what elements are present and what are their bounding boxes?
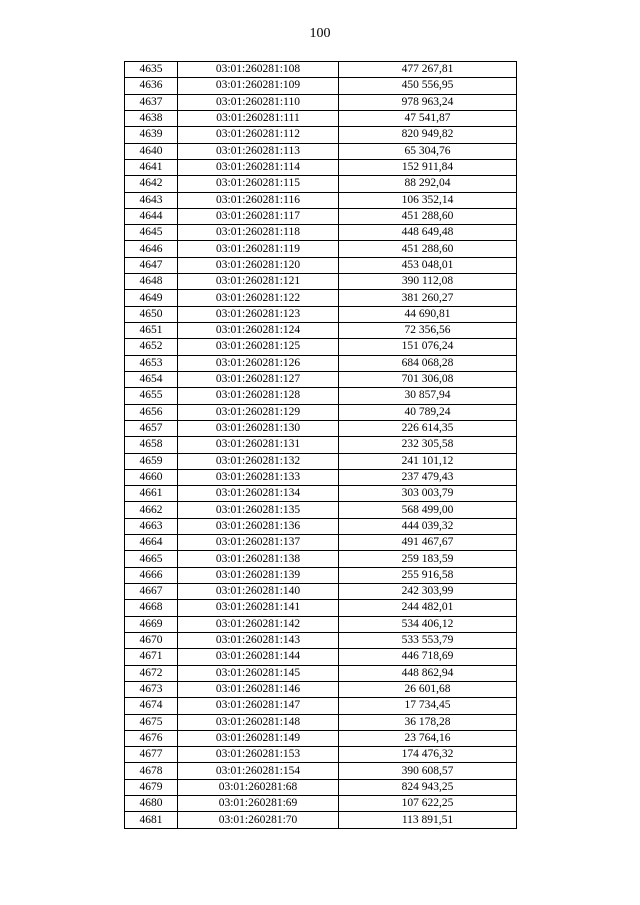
cadastral-value-cell: 36 178,28 (339, 714, 517, 730)
cadastral-number-cell: 03:01:260281:122 (178, 290, 339, 306)
cadastral-number-cell: 03:01:260281:125 (178, 339, 339, 355)
cadastral-value-cell: 684 068,28 (339, 355, 517, 371)
cadastral-number-cell: 03:01:260281:128 (178, 388, 339, 404)
cadastral-value-table (124, 61, 517, 829)
table-row (125, 404, 517, 420)
row-number-cell: 4635 (125, 62, 178, 78)
row-number-cell: 4674 (125, 698, 178, 714)
cadastral-value-cell: 152 911,84 (339, 159, 517, 175)
cadastral-number-cell: 03:01:260281:109 (178, 78, 339, 94)
table-row (125, 796, 517, 812)
row-number-cell: 4644 (125, 208, 178, 224)
cadastral-value-cell: 303 003,79 (339, 486, 517, 502)
cadastral-number-cell: 03:01:260281:115 (178, 176, 339, 192)
cadastral-value-cell: 820 949,82 (339, 127, 517, 143)
table-row (125, 192, 517, 208)
row-number-cell: 4676 (125, 730, 178, 746)
cadastral-number-cell: 03:01:260281:120 (178, 257, 339, 273)
cadastral-number-cell: 03:01:260281:114 (178, 159, 339, 175)
table-row (125, 812, 517, 828)
table-row (125, 323, 517, 339)
table-row (125, 208, 517, 224)
table-row (125, 257, 517, 273)
table-row (125, 110, 517, 126)
table-row (125, 779, 517, 795)
cadastral-number-cell: 03:01:260281:153 (178, 747, 339, 763)
table-row (125, 469, 517, 485)
cadastral-value-cell: 446 718,69 (339, 649, 517, 665)
row-number-cell: 4652 (125, 339, 178, 355)
cadastral-number-cell: 03:01:260281:148 (178, 714, 339, 730)
cadastral-number-cell: 03:01:260281:112 (178, 127, 339, 143)
cadastral-value-cell: 451 288,60 (339, 241, 517, 257)
cadastral-number-cell: 03:01:260281:68 (178, 779, 339, 795)
row-number-cell: 4679 (125, 779, 178, 795)
row-number-cell: 4664 (125, 535, 178, 551)
row-number-cell: 4681 (125, 812, 178, 828)
table-row (125, 486, 517, 502)
row-number-cell: 4651 (125, 323, 178, 339)
cadastral-value-cell: 568 499,00 (339, 502, 517, 518)
cadastral-number-cell: 03:01:260281:145 (178, 665, 339, 681)
table-row (125, 176, 517, 192)
row-number-cell: 4668 (125, 600, 178, 616)
cadastral-value-cell: 30 857,94 (339, 388, 517, 404)
cadastral-number-cell: 03:01:260281:137 (178, 535, 339, 551)
row-number-cell: 4658 (125, 437, 178, 453)
cadastral-value-cell: 232 305,58 (339, 437, 517, 453)
table-row (125, 274, 517, 290)
table-row (125, 567, 517, 583)
cadastral-number-cell: 03:01:260281:139 (178, 567, 339, 583)
cadastral-number-cell: 03:01:260281:143 (178, 632, 339, 648)
table-row (125, 78, 517, 94)
row-number-cell: 4675 (125, 714, 178, 730)
cadastral-number-cell: 03:01:260281:116 (178, 192, 339, 208)
cadastral-number-cell: 03:01:260281:136 (178, 518, 339, 534)
row-number-cell: 4653 (125, 355, 178, 371)
cadastral-number-cell: 03:01:260281:110 (178, 94, 339, 110)
cadastral-value-cell: 23 764,16 (339, 730, 517, 746)
row-number-cell: 4678 (125, 763, 178, 779)
cadastral-number-cell: 03:01:260281:134 (178, 486, 339, 502)
cadastral-number-cell: 03:01:260281:113 (178, 143, 339, 159)
cadastral-number-cell: 03:01:260281:131 (178, 437, 339, 453)
cadastral-value-cell: 40 789,24 (339, 404, 517, 420)
row-number-cell: 4650 (125, 306, 178, 322)
cadastral-value-cell: 26 601,68 (339, 681, 517, 697)
cadastral-number-cell: 03:01:260281:147 (178, 698, 339, 714)
cadastral-number-cell: 03:01:260281:130 (178, 420, 339, 436)
table-row (125, 388, 517, 404)
row-number-cell: 4672 (125, 665, 178, 681)
cadastral-value-cell: 444 039,32 (339, 518, 517, 534)
table-row (125, 600, 517, 616)
row-number-cell: 4665 (125, 551, 178, 567)
cadastral-number-cell: 03:01:260281:142 (178, 616, 339, 632)
cadastral-value-cell: 65 304,76 (339, 143, 517, 159)
row-number-cell: 4654 (125, 371, 178, 387)
row-number-cell: 4663 (125, 518, 178, 534)
cadastral-value-cell: 534 406,12 (339, 616, 517, 632)
row-number-cell: 4673 (125, 681, 178, 697)
cadastral-number-cell: 03:01:260281:69 (178, 796, 339, 812)
table-row (125, 159, 517, 175)
cadastral-value-cell: 88 292,04 (339, 176, 517, 192)
table-row (125, 143, 517, 159)
table-row (125, 62, 517, 78)
row-number-cell: 4662 (125, 502, 178, 518)
cadastral-value-cell: 106 352,14 (339, 192, 517, 208)
row-number-cell: 4640 (125, 143, 178, 159)
table-row (125, 355, 517, 371)
cadastral-number-cell: 03:01:260281:127 (178, 371, 339, 387)
cadastral-number-cell: 03:01:260281:117 (178, 208, 339, 224)
row-number-cell: 4656 (125, 404, 178, 420)
cadastral-number-cell: 03:01:260281:121 (178, 274, 339, 290)
cadastral-value-cell: 477 267,81 (339, 62, 517, 78)
cadastral-number-cell: 03:01:260281:124 (178, 323, 339, 339)
cadastral-value-cell: 390 608,57 (339, 763, 517, 779)
cadastral-value-cell: 226 614,35 (339, 420, 517, 436)
table-row (125, 584, 517, 600)
cadastral-number-cell: 03:01:260281:146 (178, 681, 339, 697)
table-row (125, 747, 517, 763)
cadastral-value-cell: 448 649,48 (339, 225, 517, 241)
cadastral-number-cell: 03:01:260281:144 (178, 649, 339, 665)
cadastral-value-cell: 44 690,81 (339, 306, 517, 322)
cadastral-value-cell: 978 963,24 (339, 94, 517, 110)
page-number: 100 (309, 26, 331, 41)
cadastral-value-cell: 242 303,99 (339, 584, 517, 600)
row-number-cell: 4666 (125, 567, 178, 583)
cadastral-value-cell: 244 482,01 (339, 600, 517, 616)
cadastral-value-cell: 701 306,08 (339, 371, 517, 387)
row-number-cell: 4680 (125, 796, 178, 812)
table-row (125, 371, 517, 387)
cadastral-value-cell: 151 076,24 (339, 339, 517, 355)
row-number-cell: 4667 (125, 584, 178, 600)
cadastral-number-cell: 03:01:260281:135 (178, 502, 339, 518)
table-row (125, 535, 517, 551)
cadastral-number-cell: 03:01:260281:140 (178, 584, 339, 600)
row-number-cell: 4639 (125, 127, 178, 143)
cadastral-value-cell: 390 112,08 (339, 274, 517, 290)
cadastral-value-cell: 72 356,56 (339, 323, 517, 339)
row-number-cell: 4642 (125, 176, 178, 192)
cadastral-number-cell: 03:01:260281:123 (178, 306, 339, 322)
cadastral-number-cell: 03:01:260281:70 (178, 812, 339, 828)
cadastral-value-cell: 174 476,32 (339, 747, 517, 763)
table-row (125, 127, 517, 143)
cadastral-number-cell: 03:01:260281:133 (178, 469, 339, 485)
cadastral-value-cell: 381 260,27 (339, 290, 517, 306)
row-number-cell: 4677 (125, 747, 178, 763)
table-row (125, 681, 517, 697)
cadastral-value-cell: 824 943,25 (339, 779, 517, 795)
row-number-cell: 4669 (125, 616, 178, 632)
table-row (125, 518, 517, 534)
cadastral-value-cell: 47 541,87 (339, 110, 517, 126)
table-row (125, 649, 517, 665)
table-row (125, 616, 517, 632)
row-number-cell: 4646 (125, 241, 178, 257)
row-number-cell: 4643 (125, 192, 178, 208)
table-body (125, 62, 517, 829)
row-number-cell: 4670 (125, 632, 178, 648)
row-number-cell: 4671 (125, 649, 178, 665)
table-row (125, 225, 517, 241)
table-row (125, 94, 517, 110)
cadastral-value-cell: 237 479,43 (339, 469, 517, 485)
table-row (125, 665, 517, 681)
cadastral-value-cell: 107 622,25 (339, 796, 517, 812)
row-number-cell: 4655 (125, 388, 178, 404)
table-row (125, 437, 517, 453)
row-number-cell: 4647 (125, 257, 178, 273)
table-row (125, 290, 517, 306)
table-row (125, 714, 517, 730)
row-number-cell: 4641 (125, 159, 178, 175)
table-row (125, 306, 517, 322)
cadastral-value-cell: 255 916,58 (339, 567, 517, 583)
row-number-cell: 4657 (125, 420, 178, 436)
row-number-cell: 4660 (125, 469, 178, 485)
cadastral-number-cell: 03:01:260281:119 (178, 241, 339, 257)
cadastral-number-cell: 03:01:260281:154 (178, 763, 339, 779)
table-row (125, 730, 517, 746)
cadastral-value-cell: 113 891,51 (339, 812, 517, 828)
cadastral-value-cell: 448 862,94 (339, 665, 517, 681)
cadastral-value-cell: 450 556,95 (339, 78, 517, 94)
row-number-cell: 4648 (125, 274, 178, 290)
cadastral-number-cell: 03:01:260281:118 (178, 225, 339, 241)
table-row (125, 502, 517, 518)
table-row (125, 453, 517, 469)
cadastral-number-cell: 03:01:260281:132 (178, 453, 339, 469)
table-row (125, 241, 517, 257)
row-number-cell: 4637 (125, 94, 178, 110)
row-number-cell: 4638 (125, 110, 178, 126)
table-row (125, 339, 517, 355)
cadastral-value-cell: 241 101,12 (339, 453, 517, 469)
cadastral-number-cell: 03:01:260281:149 (178, 730, 339, 746)
cadastral-value-cell: 491 467,67 (339, 535, 517, 551)
row-number-cell: 4645 (125, 225, 178, 241)
table-row (125, 551, 517, 567)
cadastral-value-cell: 533 553,79 (339, 632, 517, 648)
table-row (125, 763, 517, 779)
row-number-cell: 4661 (125, 486, 178, 502)
table-row (125, 420, 517, 436)
cadastral-value-cell: 453 048,01 (339, 257, 517, 273)
cadastral-value-cell: 451 288,60 (339, 208, 517, 224)
cadastral-number-cell: 03:01:260281:141 (178, 600, 339, 616)
row-number-cell: 4659 (125, 453, 178, 469)
cadastral-number-cell: 03:01:260281:126 (178, 355, 339, 371)
table-row (125, 698, 517, 714)
cadastral-number-cell: 03:01:260281:111 (178, 110, 339, 126)
cadastral-number-cell: 03:01:260281:108 (178, 62, 339, 78)
cadastral-number-cell: 03:01:260281:138 (178, 551, 339, 567)
cadastral-value-cell: 17 734,45 (339, 698, 517, 714)
cadastral-number-cell: 03:01:260281:129 (178, 404, 339, 420)
row-number-cell: 4636 (125, 78, 178, 94)
row-number-cell: 4649 (125, 290, 178, 306)
cadastral-value-cell: 259 183,59 (339, 551, 517, 567)
table-row (125, 632, 517, 648)
